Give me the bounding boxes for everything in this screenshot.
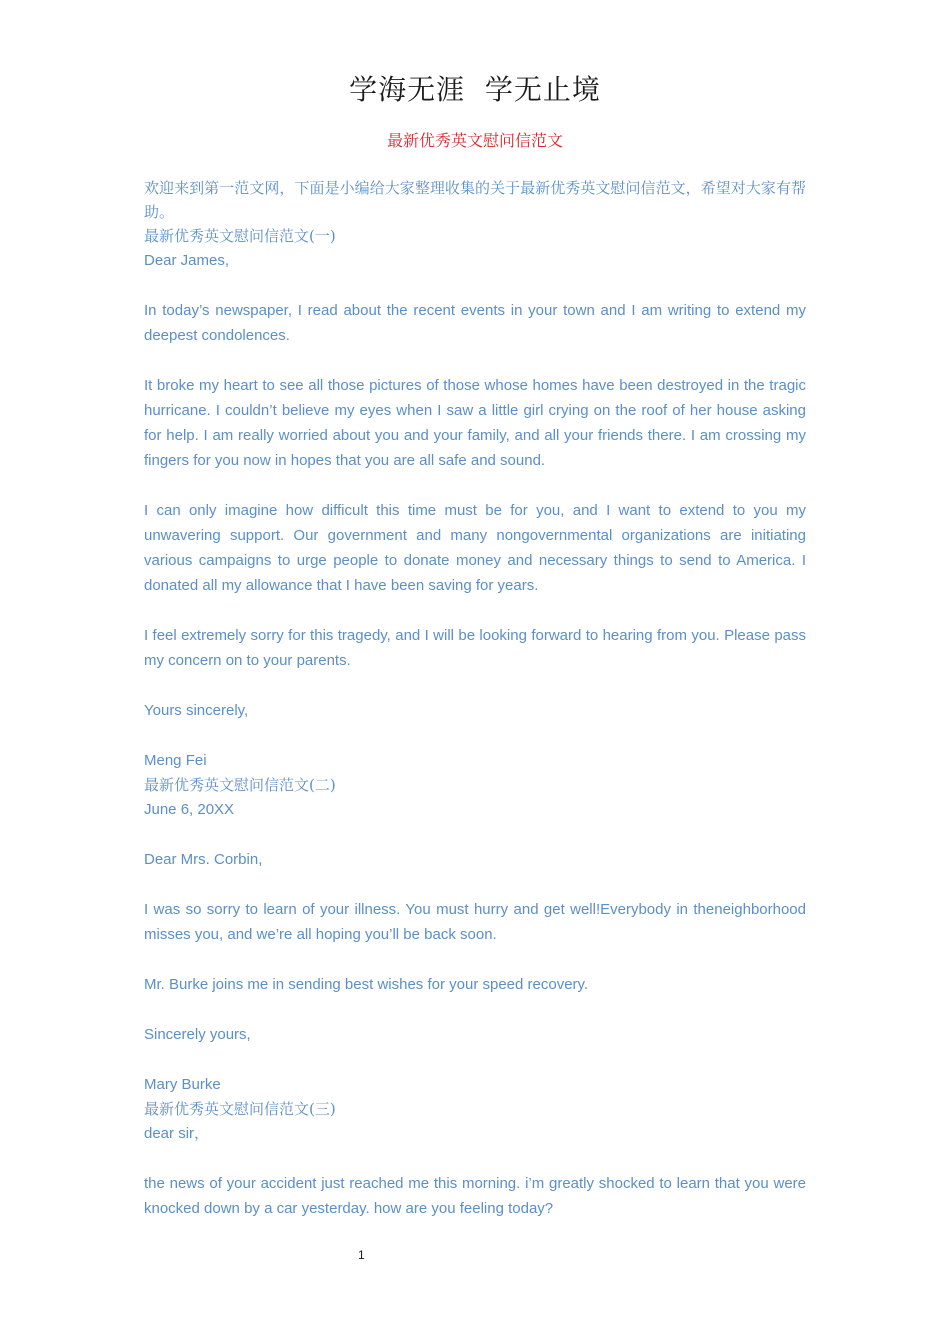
document-title: 最新优秀英文慰问信范文 — [386, 131, 563, 150]
letter-3-salutation: dear sir， — [144, 1125, 210, 1142]
letter-1-salutation: Dear James, — [144, 252, 230, 269]
letter-1-paragraph-4: I feel extremely sorry for this tragedy, and I will be looking forward to hearing from you. Please pass my concern on to your parents. — [144, 627, 806, 669]
letter-1-signature: Meng Fei — [144, 752, 207, 769]
intro-paragraph: 欢迎来到第一范文网，下面是小编给大家整理收集的关于最新优秀英文慰问信范文，希望对大家有帮助。 — [144, 179, 806, 221]
page-header-title: 学海无涯 学无止境 — [349, 73, 601, 106]
letter-1-paragraph-1: In today’s newspaper, I read about the recent events in your town and I am writing to extend my deepest condolences. — [144, 302, 806, 344]
letter-2-date: June 6, 20XX — [144, 801, 235, 818]
letter-1-paragraph-2: It broke my heart to see all those pictures of those whose homes have been destroyed in the tragic hurricane. I couldn’t believe my eyes when I saw a little girl crying on the roof of her house asking for help. I am really worried about you and your family, and all your friends there. I am crossing my fingers for you now in hopes that you are all safe and sound. — [144, 377, 806, 469]
document-body — [144, 176, 806, 1221]
letter-1-closing: Yours sincerely, — [144, 702, 249, 719]
letter-2-signature: Mary Burke — [144, 1076, 221, 1093]
letter-1-heading: 最新优秀英文慰问信范文(一) — [144, 227, 336, 245]
letter-3-heading: 最新优秀英文慰问信范文(三) — [144, 1100, 336, 1118]
letter-3-paragraph-1: the news of your accident just reached me this morning. i’m greatly shocked to learn that you were knocked down by a car yesterday. how are you feeling today? — [144, 1175, 806, 1217]
letter-2-closing: Sincerely yours, — [144, 1026, 251, 1043]
letter-2-paragraph-2: Mr. Burke joins me in sending best wishes for your speed recovery. — [144, 976, 589, 993]
letter-2-heading: 最新优秀英文慰问信范文(二) — [144, 776, 336, 794]
letter-2-paragraph-1: I was so sorry to learn of your illness. You must hurry and get well!Everybody in theneighborhood misses you, and we’re all hoping you’ll be back soon. — [144, 901, 806, 943]
letter-1-paragraph-3: I can only imagine how difficult this time must be for you, and I want to extend to you my unwavering support. Our government and many nongovernmental organizations are initiating various campaigns to urge people to donate money and necessary things to send to America. I donated all my allowance that I have been saving for years. — [144, 502, 806, 594]
letter-2-salutation: Dear Mrs. Corbin, — [144, 851, 263, 868]
page-number: 1 — [358, 1248, 365, 1262]
